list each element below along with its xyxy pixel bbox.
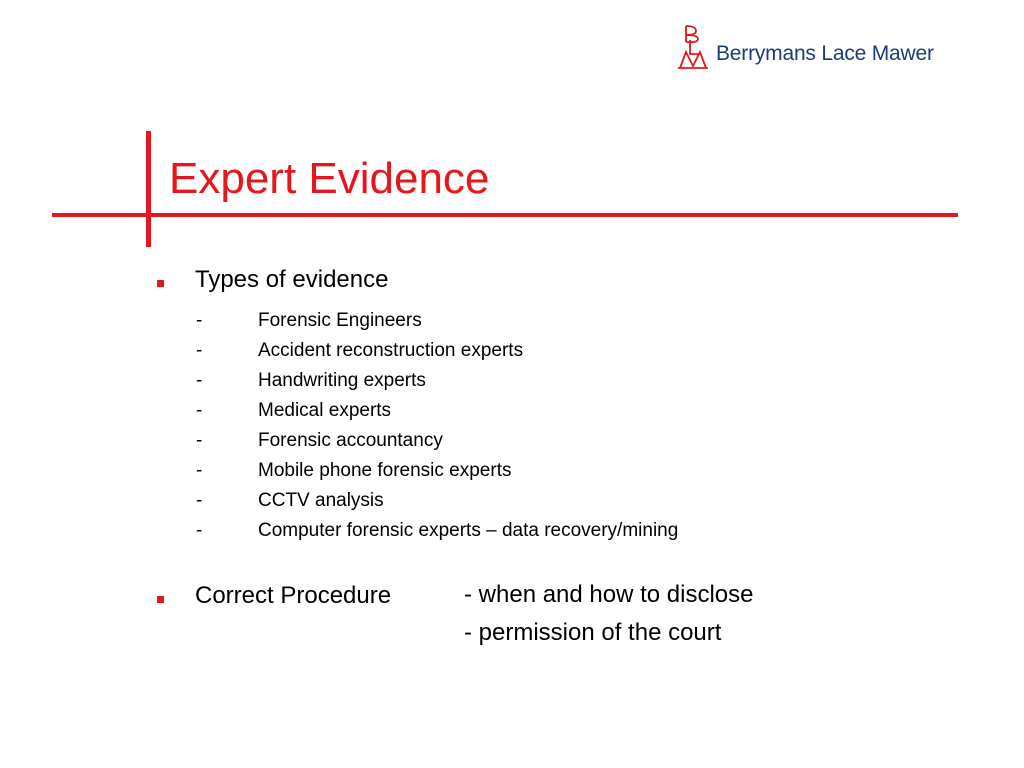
- dash-marker: -: [196, 400, 203, 421]
- list-item-text: Handwriting experts: [258, 370, 426, 391]
- dash-marker: -: [196, 490, 203, 511]
- list-item-text: Forensic accountancy: [258, 430, 443, 451]
- dash-marker: -: [196, 460, 203, 481]
- procedure-detail: - when and how to disclose: [464, 581, 754, 608]
- list-item-text: Computer forensic experts – data recovery/mining: [258, 520, 679, 541]
- bullet-label: Types of evidence: [195, 266, 389, 293]
- dash-marker: -: [196, 310, 203, 331]
- company-name: Berrymans Lace Mawer: [716, 42, 934, 65]
- list-item-text: CCTV analysis: [258, 490, 384, 511]
- dash-marker: -: [196, 340, 203, 361]
- square-bullet-icon: [157, 596, 164, 603]
- list-item-text: Forensic Engineers: [258, 310, 422, 331]
- bullet-label: Correct Procedure: [195, 582, 392, 609]
- dash-marker: -: [196, 430, 203, 451]
- list-item-text: Medical experts: [258, 400, 392, 421]
- dash-marker: -: [196, 520, 203, 541]
- slide-title: Expert Evidence: [169, 154, 490, 203]
- bullet-types-of-evidence: [157, 266, 389, 293]
- title-horizontal-rule: [52, 213, 958, 217]
- procedure-detail: - permission of the court: [464, 619, 722, 646]
- title-vertical-rule: [146, 131, 151, 247]
- bullet-correct-procedure: [157, 582, 392, 609]
- company-logo: [676, 22, 934, 70]
- dash-marker: -: [196, 370, 203, 391]
- square-bullet-icon: [157, 280, 164, 287]
- list-item-text: Mobile phone forensic experts: [258, 460, 512, 481]
- list-item-text: Accident reconstruction experts: [258, 340, 524, 361]
- blm-monogram-icon: [676, 22, 710, 70]
